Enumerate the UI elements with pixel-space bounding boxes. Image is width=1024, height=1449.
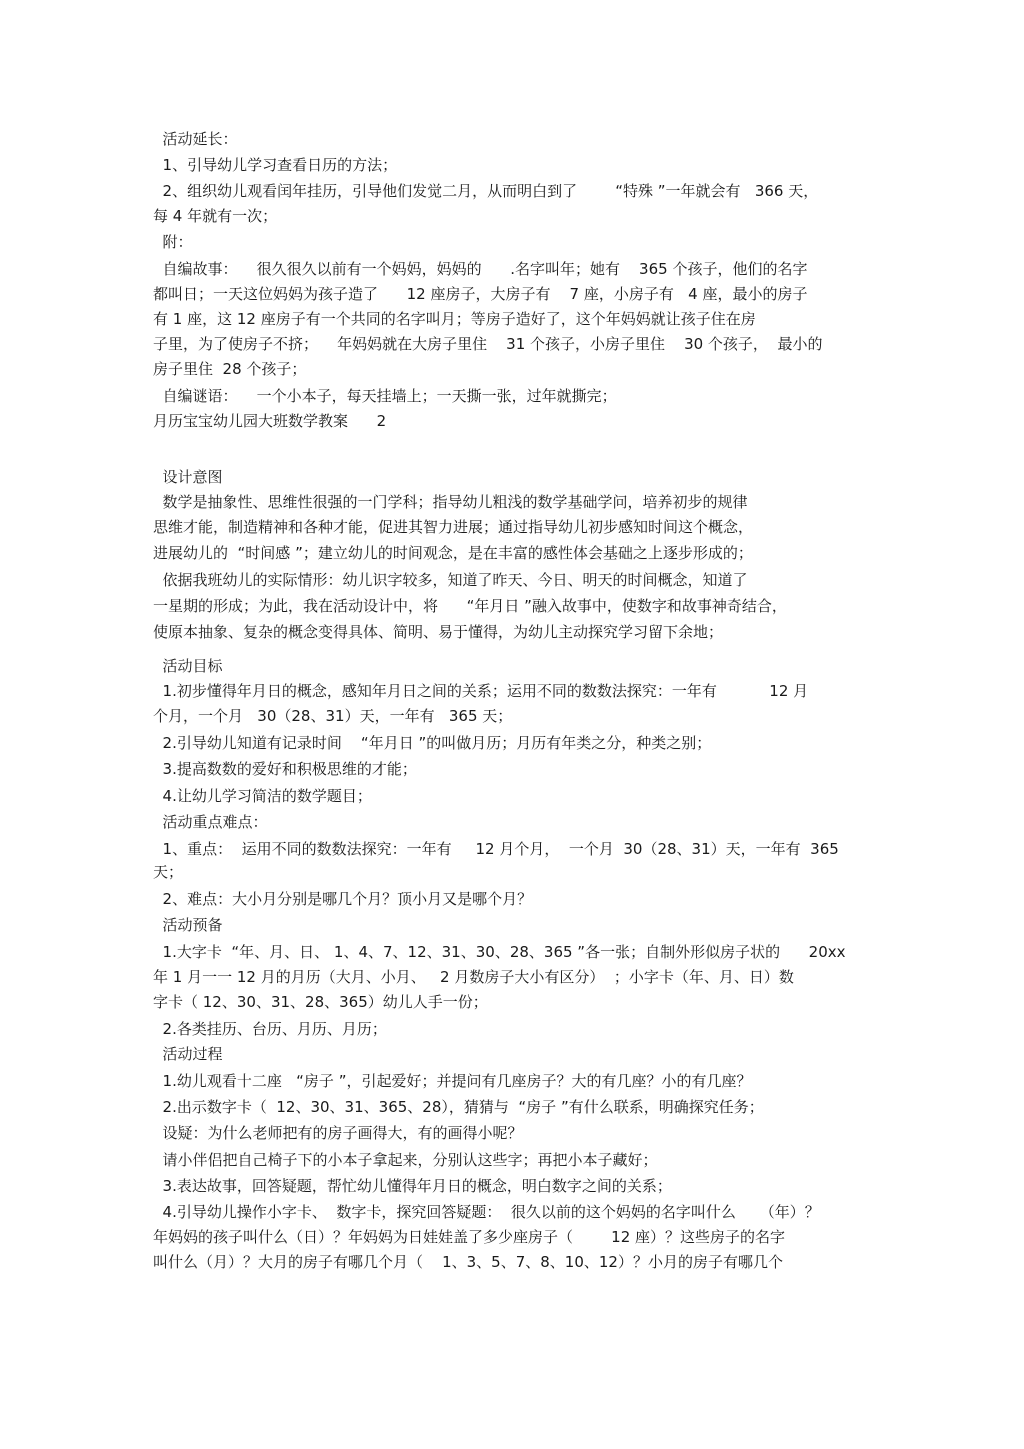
text-line: 1.初步懂得年月日的概念，感知年月日之间的关系；运用不同的数数法探究：一年有 12 月 [153,682,809,700]
text-line: 使原本抽象、复杂的概念变得具体、简明、易于懂得，为幼儿主动探究学习留下余地； [153,623,724,641]
text-line: 进展幼儿的 “时间感 ”；建立幼儿的时间观念，是在丰富的感性体会基础之上逐步形成的； [153,544,753,562]
text-line: 2.各类挂历、台历、月历、月历； [153,1020,387,1038]
text-line: 自编故事： 很久很久以前有一个妈妈，妈妈的 .名字叫年；她有 365 个孩子，他们的名字 [153,260,808,278]
text-line: 4.让幼儿学习简洁的数学题目； [153,787,372,805]
text-line: 数学是抽象性、思维性很强的一门学科；指导幼儿粗浅的数学基础学问，培养初步的规律 [153,493,748,511]
text-line: 子里，为了使房子不挤； 年妈妈就在大房子里住 31 个孩子，小房子里住 30 个孩子， 最小的 [153,335,823,353]
text-line: 一星期的形成；为此，我在活动设计中，将 “年月日 ”融入故事中，使数字和故事神奇结合， [153,597,787,615]
section-heading: 活动目标 [153,657,223,675]
section-title: 月历宝宝幼儿园大班数学教案 2 [153,412,387,430]
text-line: 4.引导幼儿操作小字卡、 数字卡，探究回答疑题： 很久以前的这个妈妈的名字叫什么 （年）？ [153,1203,820,1221]
text-line: 年 1 月一一 12 月的月历（大月、小月、 2 月数房子大小有区分） ；小字卡（年、月、日）数 [153,968,794,986]
text-line: 2.出示数字卡（ 12、30、31、365、28），猜猜与 “房子 ”有什么联系，明确探究任务； [153,1098,764,1116]
text-line: 都叫日；一天这位妈妈为孩子造了 12 座房子，大房子有 7 座，小房子有 4 座，最小的房子 [153,285,808,303]
text-line: 活动延长： [153,130,238,148]
text-line: 2、组织幼儿观看闰年挂历，引导他们发觉二月，从而明白到了 “特殊 ”一年就会有 366 天， [153,182,819,200]
text-line: 1.大字卡 “年、月、日、 1、4、7、12、31、30、28、365 ”各一张；自制外形似房子状的 20xx [153,943,846,961]
text-line: 每 4 年就有一次； [153,207,278,225]
text-line: 请小伴侣把自己椅子下的小本子拿起来，分别认这些字；再把小本子藏好； [153,1151,658,1169]
text-line: 1、引导幼儿学习查看日历的方法； [153,156,398,174]
text-line: 房子里住 28 个孩子； [153,360,307,378]
text-line: 3.提高数数的爱好和积极思维的才能； [153,760,417,778]
text-line: 叫什么（月）？大月的房子有哪几个月（ 1、3、5、7、8、10、12）？小月的房子有哪几个 [153,1253,783,1271]
text-line: 自编谜语： 一个小本子，每天挂墙上；一天撕一张，过年就撕完； [153,387,617,405]
text-line: 天； [153,863,184,881]
text-line: 字卡（ 12、30、31、28、365）幼儿人手一份； [153,993,488,1011]
text-line: 依据我班幼儿的实际情形：幼儿识字较多，知道了昨天、今日、明天的时间概念，知道了 [153,571,748,589]
section-heading: 活动重点难点： [153,813,268,831]
text-line: 个月，一个月 30（28、31）天，一年有 365 天； [153,707,513,725]
text-line: 1.幼儿观看十二座 “房子 ”，引起爱好；并提问有几座房子？大的有几座？小的有几座？ [153,1072,752,1090]
text-line: 有 1 座，这 12 座房子有一个共同的名字叫月；等房子造好了，这个年妈妈就让孩子住在房 [153,310,756,328]
text-line: 2.引导幼儿知道有记录时间 “年月日 ”的叫做月历；月历有年类之分，种类之别； [153,734,712,752]
text-line: 年妈妈的孩子叫什么（日）？年妈妈为日娃娃盖了多少座房子（ 12 座）？这些房子的名字 [153,1228,786,1246]
text-line: 1、重点： 运用不同的数数法探究：一年有 12 月个月， 一个月 30（28、31）天，一年有 365 [153,840,839,858]
section-heading: 活动过程 [153,1045,223,1063]
text-line: 思维才能，制造精神和各种才能，促进其智力进展；通过指导幼儿初步感知时间这个概念， [153,518,754,536]
section-heading: 活动预备 [153,916,223,934]
text-line: 2、难点：大小月分别是哪几个月？顶小月又是哪个月？ [153,890,533,908]
text-line: 设疑：为什么老师把有的房子画得大，有的画得小呢？ [153,1124,523,1142]
text-line: 3.表达故事，回答疑题，帮忙幼儿懂得年月日的概念，明白数字之间的关系； [153,1177,672,1195]
text-line: 附： [153,233,193,251]
section-heading: 设计意图 [153,468,223,486]
